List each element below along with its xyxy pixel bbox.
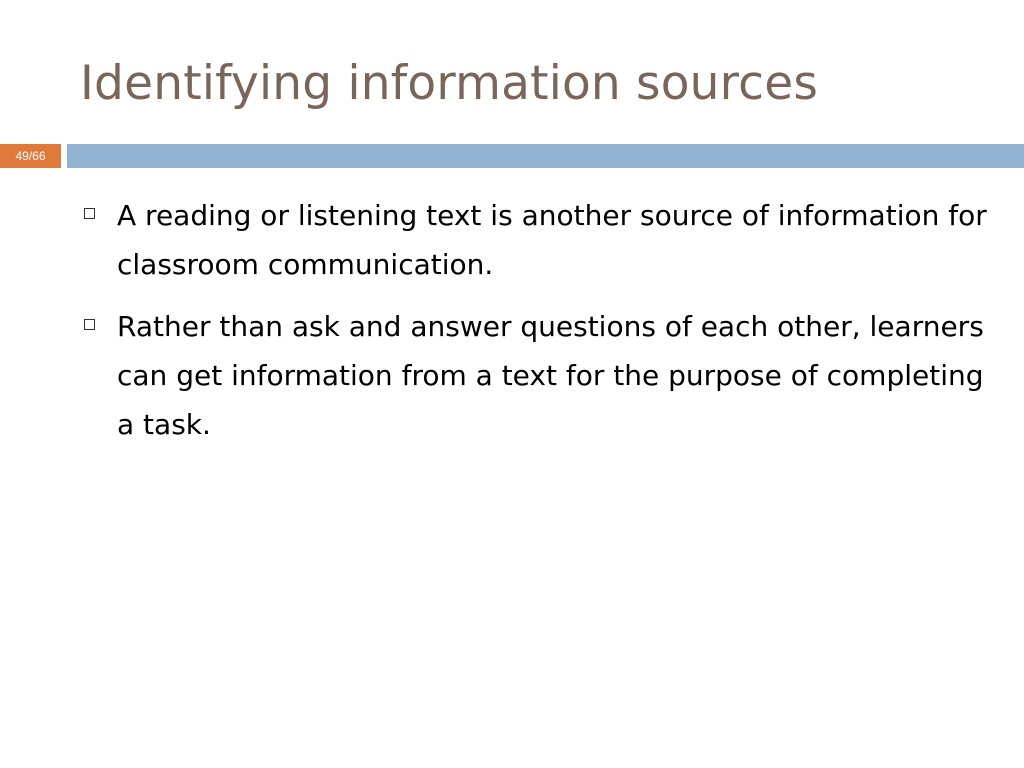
bullet-text: Rather than ask and answer questions of each other, learners can get information from a text for the purpose of completing a task. [117,310,984,441]
bullet-list [82,191,1002,462]
hollow-square-bullet-icon [84,319,95,330]
slide-title: Identifying information sources [80,56,819,111]
bullet-text: A reading or listening text is another source of information for classroom communication. [117,199,987,281]
page-indicator: 49/66 [0,144,61,168]
bullet-item [82,191,1002,289]
header-divider-bar [67,144,1024,168]
bullet-item [82,302,1002,449]
hollow-square-bullet-icon [84,208,95,219]
